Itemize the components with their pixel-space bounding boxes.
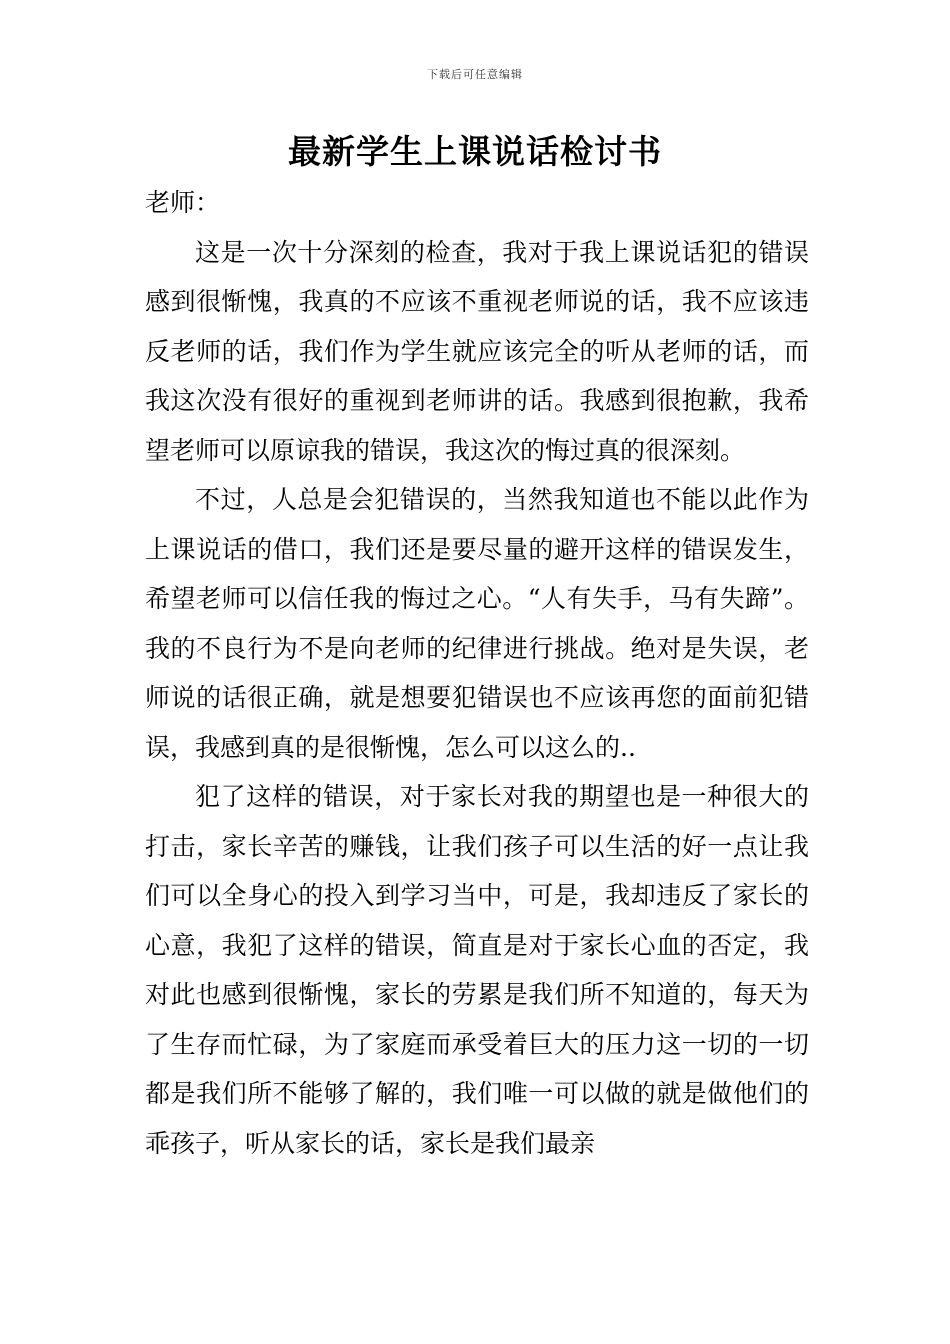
paragraph-2: 不过，人总是会犯错误的，当然我知道也不能以此作为上课说话的借口，我们还是要尽量的避开这样的错误发生，希望老师可以信任我的悔过之心。“人有失手，马有失蹄”。我的不良行为不是向老师的纪律进行挑战。绝对是失误，老师说的话很正确，就是想要犯错误也不应该再您的面前犯错误，我感到真的是很惭愧，怎么可以这么的..	[145, 485, 809, 762]
document-title: 最新学生上课说话检讨书	[288, 132, 662, 171]
document-body	[145, 178, 809, 1168]
header-note: 下载后可任意编辑	[427, 68, 523, 81]
paragraph-3: 犯了这样的错误，对于家长对我的期望也是一种很大的打击，家长辛苦的赚钱，让我们孩子可以生活的好一点让我们可以全身心的投入到学习当中，可是，我却违反了家长的心意，我犯了这样的错误，简直是对于家长心血的否定，我对此也感到很惭愧，家长的劳累是我们所不知道的，每天为了生存而忙碌，为了家庭而承受着巨大的压力这一切的一切都是我们所不能够了解的，我们唯一可以做的就是做他们的乖孩子，听从家长的话，家长是我们最亲	[145, 782, 809, 1158]
salutation: 老师：	[145, 188, 221, 217]
paragraph-1: 这是一次十分深刻的检查，我对于我上课说话犯的错误感到很惭愧，我真的不应该不重视老师说的话，我不应该违反老师的话，我们作为学生就应该完全的听从老师的话，而我这次没有很好的重视到老师讲的话。我感到很抱歉，我希望老师可以原谅我的错误，我这次的悔过真的很深刻。	[145, 237, 809, 465]
